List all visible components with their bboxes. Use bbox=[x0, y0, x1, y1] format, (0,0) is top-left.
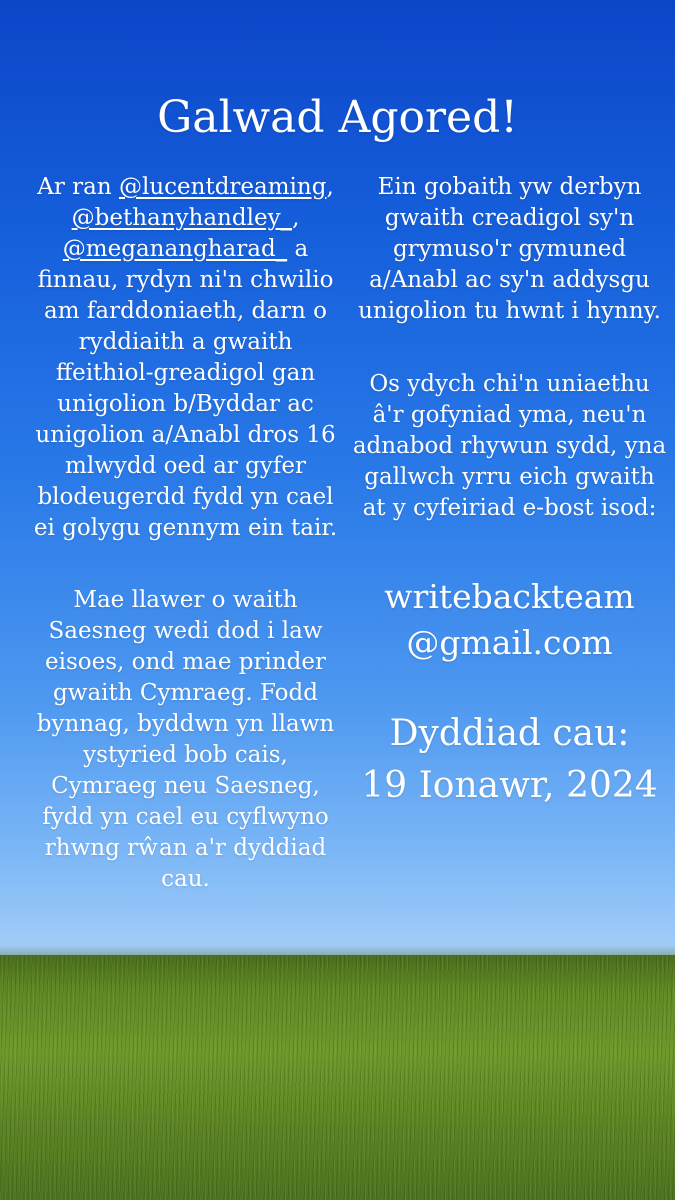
deadline bbox=[352, 708, 667, 812]
right-column bbox=[352, 172, 667, 812]
intro-paragraph bbox=[28, 172, 343, 544]
spacer bbox=[352, 666, 667, 708]
mention-meganangharad[interactable]: @meganangharad_ bbox=[62, 236, 288, 262]
welsh-submissions-paragraph: Mae llawer o waith Saesneg wedi dod i law eisoes, ond mae prinder gwaith Cymraeg. Fodd bynnag, byddwn yn llawn ystyried bob cais, Cymraeg neu Saesneg, fydd yn cael eu cyflwyno rhwng rŵan a'r dyddiad cau. bbox=[36, 587, 335, 892]
submit-paragraph: Os ydych chi'n uniaethu â'r gofyniad yma, neu'n adnabod rhywun sydd, yna gallwch yrru eich gwaith at y cyfeiriad e-bost isod: bbox=[352, 371, 667, 521]
grass-field bbox=[0, 955, 675, 1200]
mention-lucentdreaming[interactable]: @lucentdreaming bbox=[118, 174, 327, 200]
spacer bbox=[352, 327, 667, 369]
email-user: writebackteam bbox=[384, 577, 635, 616]
email-address[interactable] bbox=[352, 574, 667, 666]
intro-prefix: Ar ran bbox=[37, 174, 119, 200]
hope-paragraph: Ein gobaith yw derbyn gwaith creadigol sy'n grymuso'r gymuned a/Anabl ac sy'n addysgu unigolion tu hwnt i hynny. bbox=[358, 174, 661, 324]
left-column bbox=[28, 172, 343, 895]
spacer bbox=[352, 524, 667, 574]
separator: , bbox=[292, 205, 300, 231]
mention-bethanyhandley[interactable]: @bethanyhandley_ bbox=[71, 205, 293, 231]
deadline-date: 19 Ionawr, 2024 bbox=[361, 765, 658, 806]
spacer bbox=[28, 544, 343, 585]
deadline-label: Dyddiad cau: bbox=[389, 713, 630, 754]
intro-body: a finnau, rydyn ni'n chwilio am farddoniaeth, darn o ryddiaith a gwaith ffeithiol-greadigol gan unigolion b/Byddar ac unigolion a/Anabl dros 16 mlwydd oed ar gyfer blodeugerdd fydd yn cael ei golygu gennym ein tair. bbox=[33, 236, 338, 541]
email-domain: @gmail.com bbox=[406, 623, 613, 662]
page-title: Galwad Agored! bbox=[157, 92, 518, 143]
separator: , bbox=[326, 174, 334, 200]
